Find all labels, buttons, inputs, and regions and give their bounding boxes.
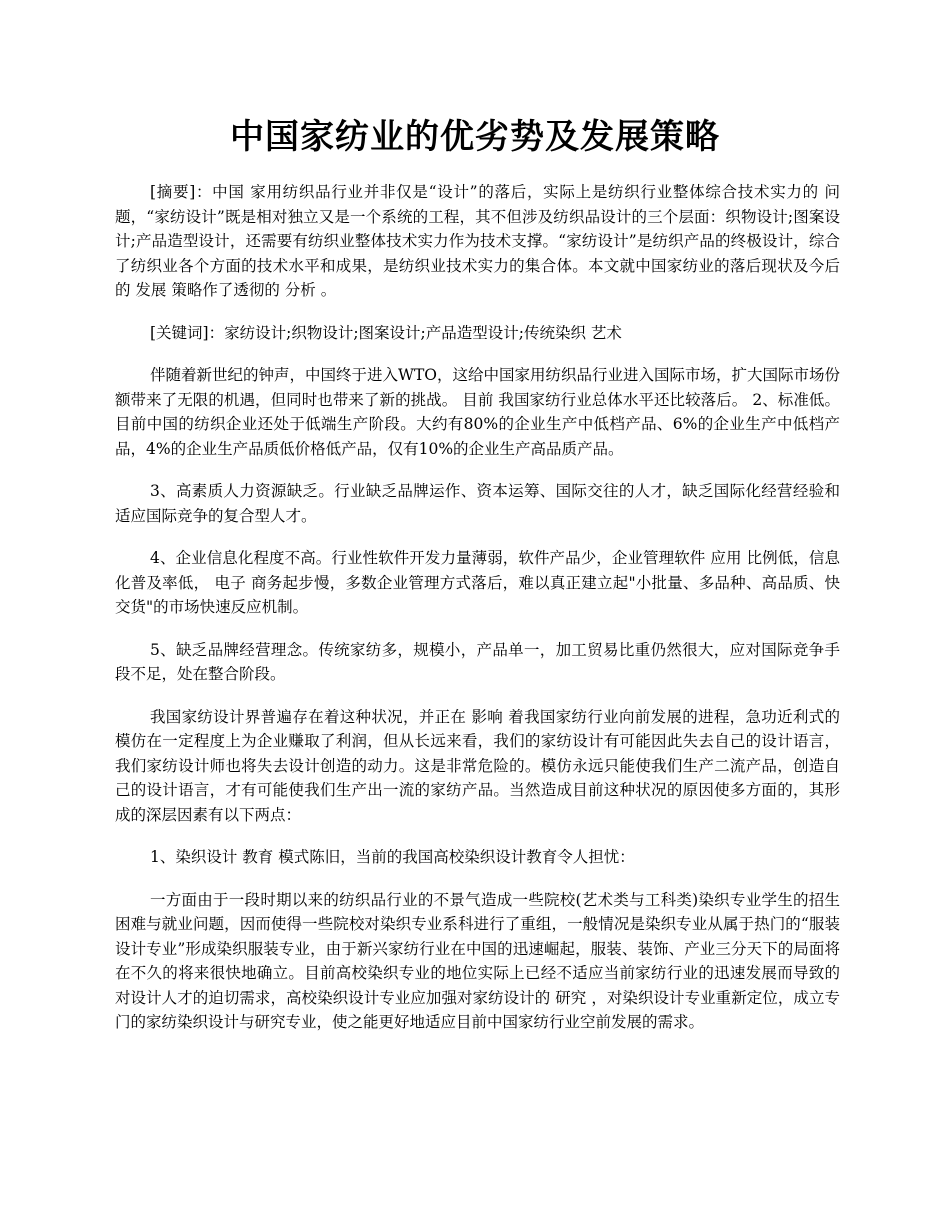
keywords-paragraph: [关键词]：家纺设计;织物设计;图案设计;产品造型设计;传统染织 艺术 <box>150 323 622 342</box>
body-paragraph: 1、染织设计 教育 模式陈旧，当前的我国高校染织设计教育令人担忧： <box>150 848 635 866</box>
body-paragraph: 5、缺乏品牌经营理念。传统家纺多，规模小，产品单一，加工贸易比重仍然很大，应对国际竞争手段不足，处在整合阶段。 <box>115 640 840 683</box>
body-paragraph: 我国家纺设计界普遍存在着这种状况，并正在 影响 着我国家纺行业向前发展的进程，急功近利式的模仿在一定程度上为企业赚取了利润，但从长远来看，我们的家纺设计有可能因此失去自己的设计语言，我们家纺设计师也将失去设计创造的动力。这是非常危险的。模仿永远只能使我们生产二流产品，创造自己的设计语言，才有可能使我们生产出一流的家纺产品。当然造成目前这种状况的原因使多方面的，其形成的深层因素有以下两点： <box>115 707 840 824</box>
abstract-paragraph: [摘要]：中国 家用纺织品行业并非仅是“设计”的落后，实际上是纺织行业整体综合技术实力的 问题，“家纺设计”既是相对独立又是一个系统的工程，其不但涉及纺织品设计的三个层面：织物设计;图案设计;产品造型设计，还需要有纺织业整体技术实力作为技术支撑。“家纺设计”是纺织产品的终极设计，综合了纺织业各个方面的技术水平和成果，是纺织业技术实力的集合体。本文就中国家纺业的落后现状及今后的 发展 策略作了透彻的 分析 。 <box>115 183 840 299</box>
body-paragraph: 4、企业信息化程度不高。行业性软件开发力量薄弱，软件产品少，企业管理软件 应用 比例低，信息化普及率低， 电子 商务起步慢，多数企业管理方式落后，难以真正建立起"小批量、多品种、高品质、快交货"的市场快速反应机制。 <box>115 549 840 616</box>
body-paragraph: 一方面由于一段时期以来的纺织品行业的不景气造成一些院校(艺术类与工科类)染织专业学生的招生困难与就业问题，因而使得一些院校对染织专业系科进行了重组，一般情况是染织专业从属于热门的“服装设计专业”形成染织服装专业，由于新兴家纺行业在中国的迅速崛起，服装、装饰、产业三分天下的局面将在不久的将来很快地确立。目前高校染织专业的地位实际上已经不适应当前家纺行业的迅速发展而导致的对设计人才的迫切需求，高校染织设计专业应加强对家纺设计的 研究 ，对染织设计专业重新定位，成立专门的家纺染织设计与研究专业，使之能更好地适应目前中国家纺行业空前发展的需求。 <box>115 890 840 1031</box>
body-paragraph: 伴随着新世纪的钟声，中国终于进入WTO，这给中国家用纺织品行业进入国际市场，扩大国际市场份额带来了无限的机遇，但同时也带来了新的挑战。 目前 我国家纺行业总体水平还比较落后。 2、标准低。目前中国的纺织企业还处于低端生产阶段。大约有80%的企业生产中低档产品、6%的企业生产中低档产品，4%的企业生产品质低价格低产品，仅有10%的企业生产高品质产品。 <box>115 366 840 458</box>
document-body <box>115 180 840 1053</box>
body-paragraph: 3、高素质人力资源缺乏。行业缺乏品牌运作、资本运筹、国际交往的人才，缺乏国际化经营经验和适应国际竞争的复合型人才。 <box>115 482 840 525</box>
document-title: 中国家纺业的优劣势及发展策略 <box>230 117 720 157</box>
